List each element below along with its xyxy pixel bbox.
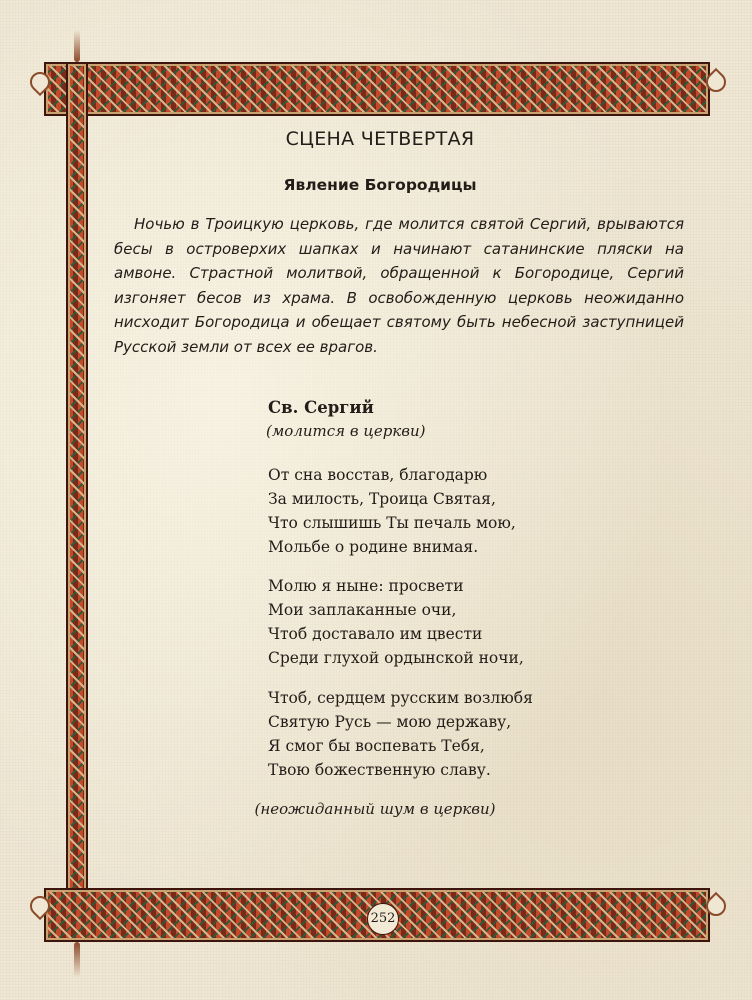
stage-direction: (молится в церкви): [266, 422, 426, 440]
poem-stanza-1: [268, 463, 648, 559]
poem-line: Среди глухой ордынской ночи,: [268, 649, 524, 667]
poem-line: Мои заплаканные очи,: [268, 601, 457, 619]
poem-line: Что слышишь Ты печаль мою,: [268, 514, 516, 532]
scene-title: СЦЕНА ЧЕТВЕРТАЯ: [285, 128, 475, 150]
poem-line: Святую Русь — мою державу,: [268, 713, 512, 731]
poem-line: Молю я ныне: просвети: [268, 577, 464, 595]
page-number: 252: [367, 903, 399, 935]
poem-line: Чтоб, сердцем русским возлюбя: [268, 689, 533, 707]
poem-line: Чтоб доставало им цвести: [268, 625, 483, 643]
ornament-band-left: [66, 62, 88, 942]
poem-line: От сна восстав, благодарю: [268, 466, 488, 484]
poem-line: Я смог бы воспевать Тебя,: [268, 737, 485, 755]
episode-title: Явление Богородицы: [283, 176, 477, 194]
ornament-band-top: [44, 62, 710, 116]
border-stem-bottom: [74, 942, 80, 978]
border-stem-top: [74, 30, 80, 62]
stage-direction-2: (неожиданный шум в церкви): [254, 800, 496, 818]
intro-paragraph: Ночью в Троицкую церковь, где молится святой Сергий, врываются бесы в островерхих шапках и начинают сатанинские пляски на амвоне. Страстной молитвой, обращенной к Богородице, Сергий изгоняет бесов из храма. В освобожденную церковь неожиданно нисходит Богородица и обещает святому быть небесной заступницей Русской земли от всех ее врагов.: [114, 215, 684, 356]
poem-line: За милость, Троица Святая,: [268, 490, 496, 508]
poem-stanza-2: [268, 574, 648, 670]
poem-stanza-3: [268, 686, 648, 782]
speaker-name: Св. Сергий: [268, 398, 374, 417]
poem-line: Твою божественную славу.: [268, 761, 491, 779]
poem-line: Мольбе о родине внимая.: [268, 538, 479, 556]
